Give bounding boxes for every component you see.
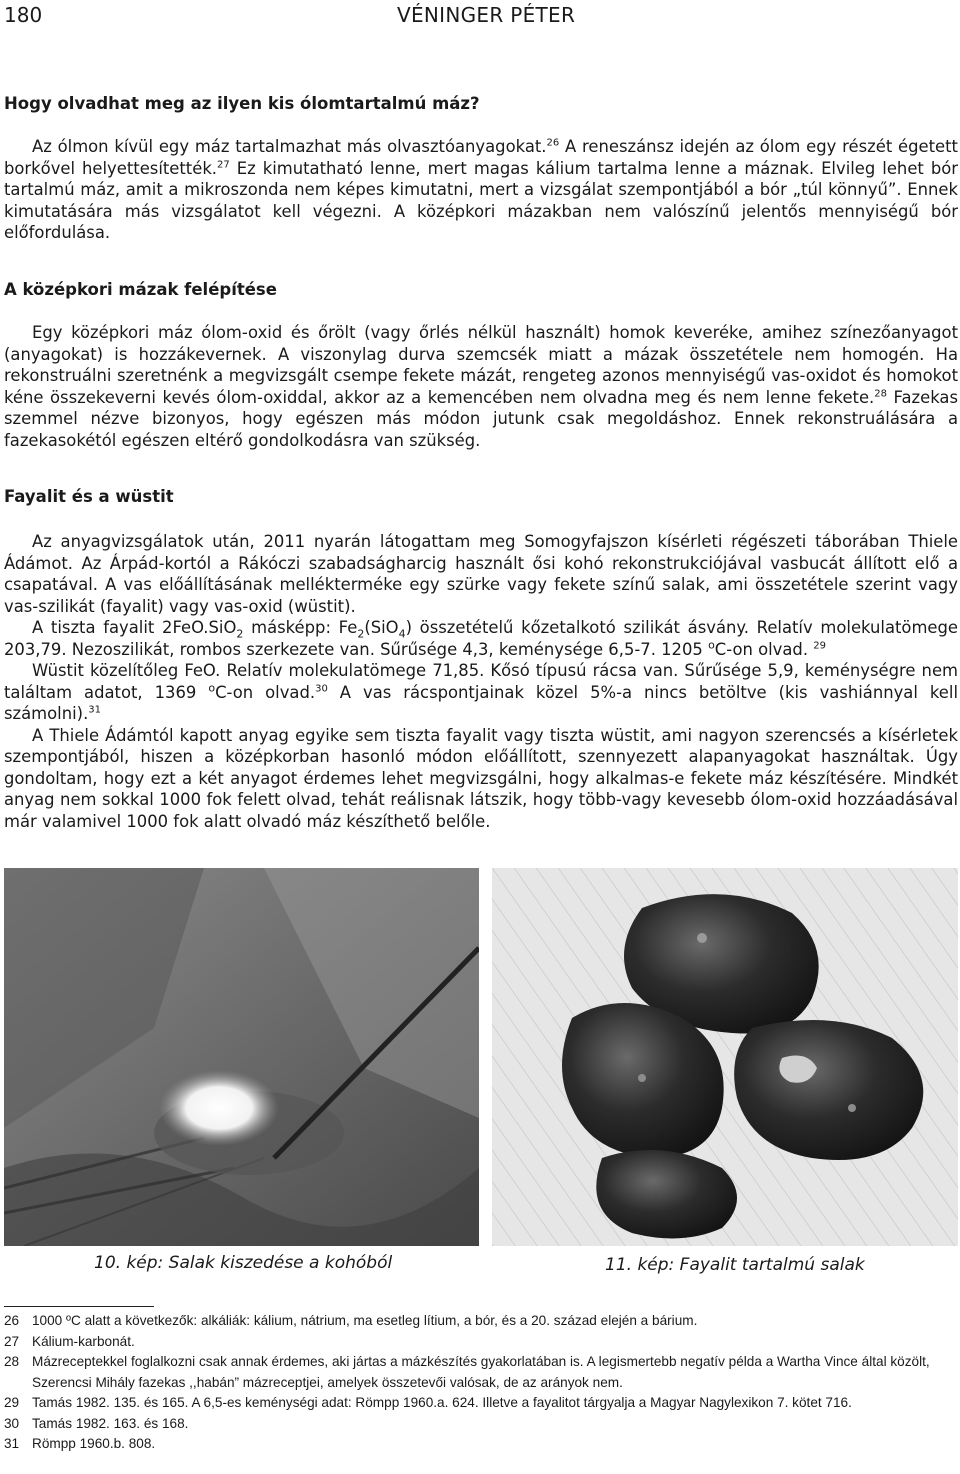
footnote-30 [4, 1414, 958, 1435]
section-heading-fayalit: Fayalit és a wüstit [4, 487, 174, 506]
footnote-ref-27[interactable]: 27 [217, 159, 230, 171]
text-run: Fazekas szemmel nézve bizonyos, hogy egészen más módon jutunk csak megoldáshoz. Ennek rekonstruálására a fazekasokétól egészen eltérő gondolkodásra van szükség. [4, 387, 959, 450]
footnote-number: 31 [4, 1436, 20, 1451]
footnote-ref-29[interactable]: 29 [813, 640, 826, 652]
footnote-number: 28 [4, 1354, 20, 1369]
figure-10-photo [4, 868, 479, 1246]
footnote-27 [4, 1332, 958, 1353]
footnote-29 [4, 1393, 958, 1414]
footnote-31 [4, 1434, 958, 1455]
text-run: A tiszta fayalit 2FeO.SiO [32, 618, 237, 637]
paragraph-fayalit-intro: Az anyagvizsgálatok után, 2011 nyarán látogattam meg Somogyfajszon kísérleti régészeti táborában Thiele Ádámot. Az Árpád-kortól a Rákóczi szabadságharcig használt ősi kohó rekonstrukciójával vasbucát állított elő a csapatával. A vas előállításának mellékterméke egy szürke vagy fekete színű salak, ami összetétele szerint vagy vas-szilikát (fayalit) vagy vas-oxid (wüstit). [4, 532, 958, 616]
page-number: 180 [4, 3, 43, 27]
superscript-degree: o [708, 638, 715, 652]
text-run: C-on olvad. [215, 682, 316, 702]
footnote-26 [4, 1311, 958, 1332]
footnote-ref-30[interactable]: 30 [315, 683, 328, 695]
running-header-author: VÉNINGER PÉTER [397, 3, 576, 27]
footnote-number: 26 [4, 1313, 20, 1328]
section-heading-glaze-structure: A középkori mázak felépítése [4, 280, 277, 299]
footnote-text: Kálium-karbonát. [32, 1333, 135, 1349]
paragraph-melting [4, 136, 958, 244]
footnote-number: 30 [4, 1415, 20, 1431]
text-run: C-on olvad. [714, 639, 814, 659]
figure-11-caption: 11. kép: Fayalit tartalmú salak [605, 1255, 865, 1275]
footnote-28 [4, 1352, 958, 1393]
footnote-ref-26[interactable]: 26 [546, 137, 560, 149]
text-run: Wüstit közelítőleg FeO. Relatív molekulatömege 71,85. Kősó típusú rácsa van. Sűrűsége 5,9, keménységre nem találtam adatot, 1369 [4, 661, 958, 702]
text-run: ) összetételű kőzetalkotó szilikát ásvány. Relatív molekulatömege 203,79. Nezoszilikát, rombos szerkezete van. Sűrűsége 4,3, keménysége 6,5-7. 1205 [4, 618, 958, 659]
text-run: A reneszánsz idején az ólom egy részét égetett borkővel helyettesítették. [4, 137, 958, 178]
footnote-text: 1000 ºC alatt a következők: alkáliák: kálium, nátrium, ma esetleg lítium, a bór, és a 20. század elején a bárium. [32, 1313, 698, 1328]
subscript: 4 [398, 627, 406, 641]
section-heading-melting: Hogy olvadhat meg az ilyen kis ólomtartalmú máz? [4, 94, 480, 113]
footnote-text: Tamás 1982. 135. és 165. A 6,5-es keménységi adat: Römpp 1960.a. 624. Illetve a fayalitot tárgyalja a Magyar Nagylexikon 7. kötet 716. [32, 1395, 852, 1410]
footnote-ref-31[interactable]: 31 [88, 704, 102, 716]
figure-10-caption: 10. kép: Salak kiszedése a kohóból [94, 1253, 393, 1273]
text-run: másképp: Fe [243, 618, 358, 637]
superscript-degree: o [208, 681, 216, 695]
paragraph-thiele-material: A Thiele Ádámtól kapott anyag egyike sem tiszta fayalit vagy tiszta wüstit, ami nagyon szerencsés a kísérletek szempontjából, hiszen a középkorban hasonló módon előállított, szennyezett alapanyagokat használtak. Úgy gondoltam, hogy ezt a két anyagot érdemes lehet megvizsgálni, hogy alkalmas-e fekete máz készítésére. Mindkét anyag nem sokkal 1000 fok felett olvad, tehát reálisnak látszik, hogy több-vagy kevesebb ólom-oxid hozzáadásával már valamivel 1000 fok alatt olvadó máz készíthető belőle. [4, 725, 958, 831]
footnotes [4, 1311, 958, 1455]
text-run: Ez kimutatható lenne, mert magas kálium tartalma lenne a máznak. Elvileg lehet bór tartalmú máz, amit a mikroszonda nem képes kimutatni, mert a vizsgálat szempontjából a bór „túl könnyű”. Ennek kimutatására más vizsgálatot kell végezni. A középkori mázakban nem valószínű jelentős mennyiségű bór előfordulása. [4, 158, 958, 242]
text-run: Az ólmon kívül egy máz tartalmazhat más olvasztóanyagokat. [32, 137, 547, 156]
paragraph-glaze-structure [4, 322, 958, 451]
footnote-text: Tamás 1982. 163. és 168. [32, 1415, 189, 1431]
footnote-separator [4, 1306, 154, 1307]
footnote-text: Mázreceptekkel foglalkozni csak annak érdemes, aki jártas a mázkészítés gyakorlatában is. A legismertebb negatív példa a Wartha Vince által közölt, Szerencsi Mihály fazekas ,,habán” mázreceptjei, amelyek összetevői valósak, de az arányok nem. [32, 1354, 930, 1390]
text-run: (SiO [364, 618, 399, 637]
paragraph-fayalit-formula [4, 617, 958, 660]
subscript: 2 [357, 627, 365, 641]
footnote-text: Römpp 1960.b. 808. [32, 1436, 156, 1451]
slag-extraction-image [4, 868, 479, 1246]
footnote-ref-28[interactable]: 28 [874, 388, 887, 400]
subscript: 2 [236, 627, 244, 641]
paragraph-wustit [4, 660, 958, 725]
text-run: A vas rácspontjainak közel 5%-a nincs betöltve (kis vashiánnyal kell számolni). [4, 682, 958, 723]
figure-11-photo [492, 868, 958, 1246]
paragraph-fayalit [4, 531, 958, 832]
fayalite-slag-image [492, 868, 958, 1246]
footnote-number: 27 [4, 1333, 20, 1349]
footnote-number: 29 [4, 1395, 20, 1410]
text-run: Egy középkori máz ólom-oxid és őrölt (vagy őrlés nélkül használt) homok keveréke, amihez színezőanyagot (anyagokat) is hozzákevernek. A viszonylag durva szemcsék miatt a mázak összetétele nem homogén. Ha rekonstruálni szeretnénk a megvizsgált csempe fekete mázát, rengeteg azonos mennyiségű vas-oxidot és homokot kéne összekeverni kevés ólom-oxiddal, akkor az a kemencében nem olvadna meg és nem lenne fekete. [4, 323, 958, 407]
